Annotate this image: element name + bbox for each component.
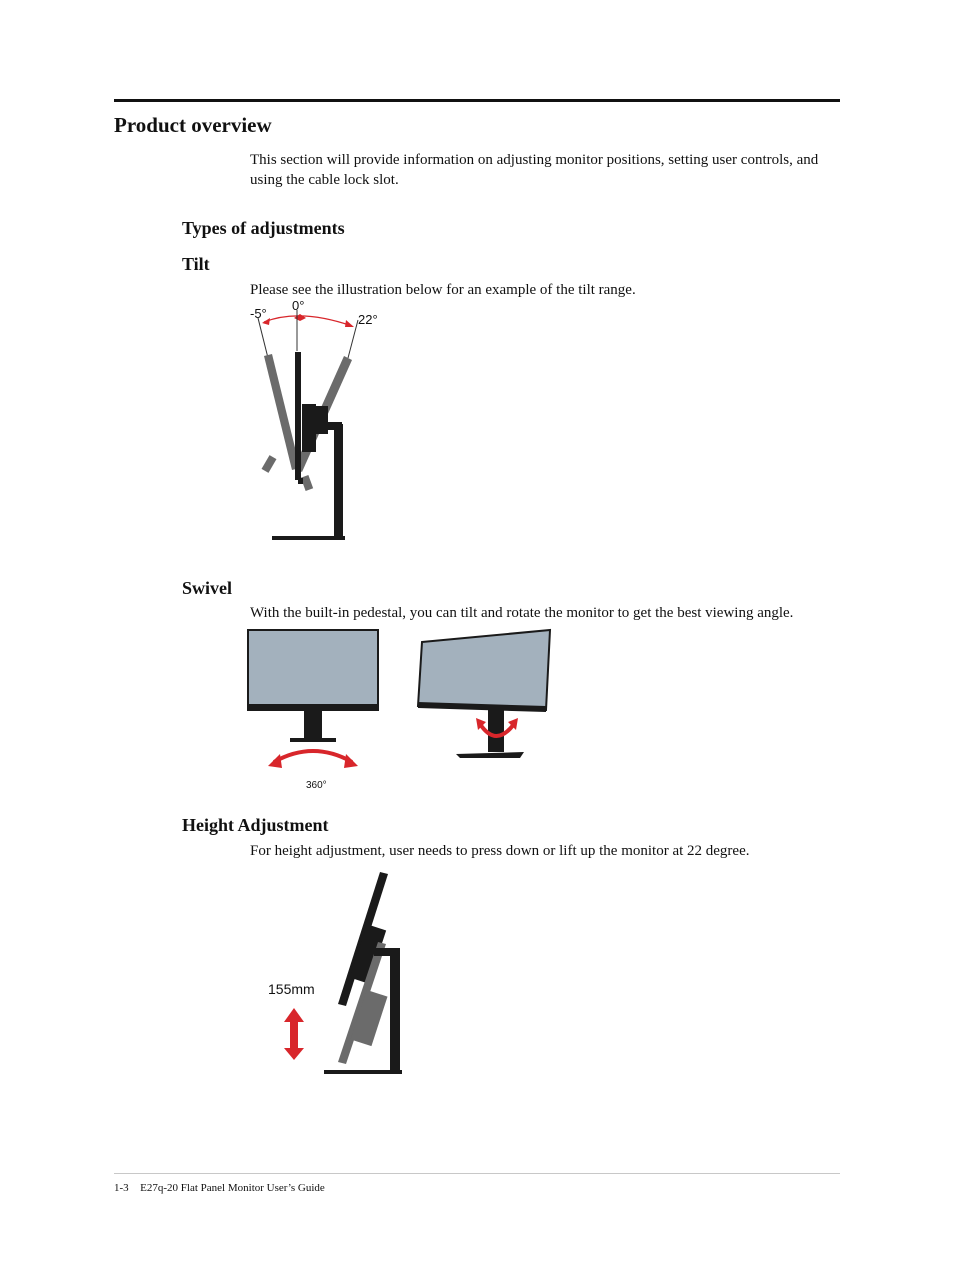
tilt-label-zero: 0° (292, 298, 305, 313)
swivel-angled-neck (488, 710, 504, 752)
tilt-arc (264, 316, 352, 326)
tilt-heading: Tilt (182, 254, 210, 274)
tilt-monitor-upright (295, 352, 328, 484)
swivel-angle-label: 360° (306, 780, 327, 791)
swivel-angled-illustration (416, 628, 556, 762)
types-heading: Types of adjustments (182, 218, 345, 238)
footer-page-number: 1-3 (114, 1182, 129, 1194)
tilt-arc-right-arrowhead (345, 320, 354, 327)
height-heading: Height Adjustment (182, 815, 329, 835)
height-illustration (262, 868, 412, 1078)
swivel-arc (274, 751, 352, 762)
swivel-front-base (290, 738, 336, 742)
height-monitor-raised (338, 872, 388, 1006)
page-title: Product overview (114, 113, 272, 137)
top-rule (114, 99, 840, 102)
tilt-description: Please see the illustration below for an example of the tilt range. (250, 282, 636, 298)
swivel-front-screen (248, 630, 378, 710)
swivel-front-illustration (246, 628, 382, 794)
swivel-angled-base (456, 752, 524, 758)
footer-guide-title: E27q-20 Flat Panel Monitor User’s Guide (140, 1182, 325, 1194)
swivel-front-neck (304, 710, 322, 740)
tilt-label-minus5: -5° (250, 306, 267, 321)
swivel-description: With the built-in pedestal, you can tilt and rotate the monitor to get the best viewing angle. (250, 605, 794, 621)
swivel-heading: Swivel (182, 578, 233, 598)
swivel-arc-right-arrowhead (344, 754, 358, 768)
tilt-arc-center-arrowhead-right (300, 314, 306, 321)
footer-rule (114, 1173, 840, 1174)
height-double-arrow (284, 1008, 304, 1060)
tilt-illustration (240, 296, 400, 546)
tilt-monitor-back (262, 354, 300, 473)
swivel-angled-screen (418, 630, 550, 710)
tilt-label-22: 22° (358, 312, 378, 327)
height-description: For height adjustment, user needs to press down or lift up the monitor at 22 degree. (250, 843, 750, 859)
height-range-label: 155mm (268, 981, 315, 997)
intro-paragraph: This section will provide information on adjusting monitor positions, setting user controls, and using the cable lock slot. (250, 152, 819, 188)
swivel-front-bezel (248, 704, 378, 710)
swivel-arc-left-arrowhead (268, 754, 282, 768)
page-footer (114, 1181, 325, 1195)
